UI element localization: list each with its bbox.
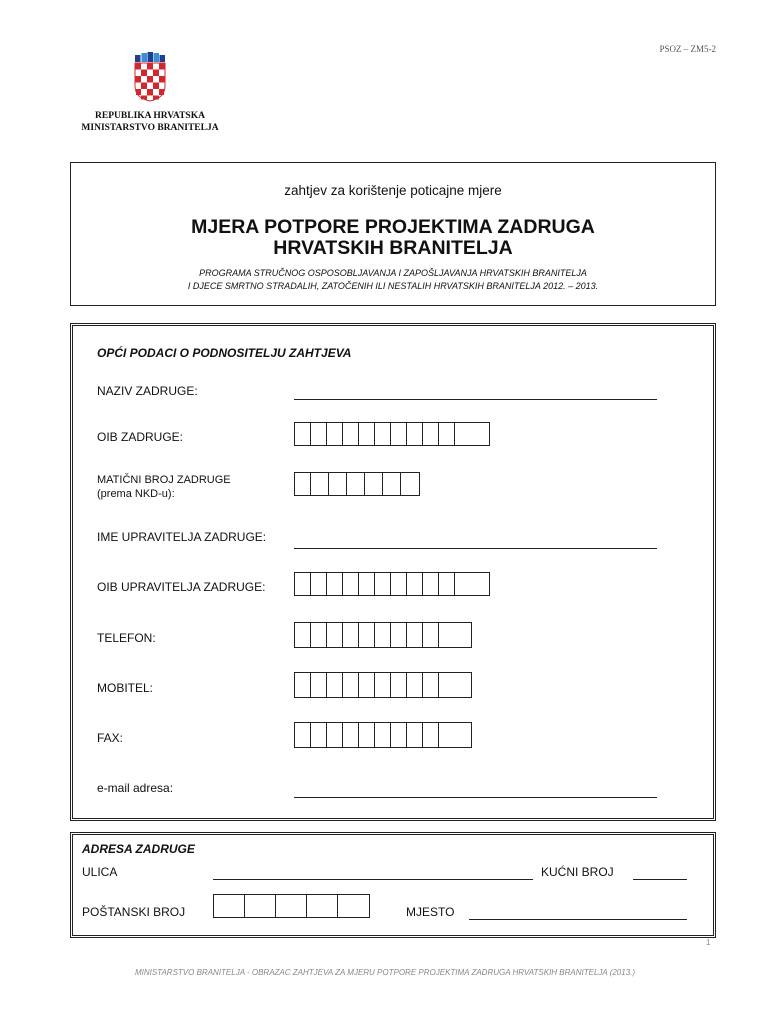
mobitel-label: MOBITEL: <box>97 681 154 695</box>
applicant-section-title: OPĆI PODACI O PODNOSITELJU ZAHTJEVA <box>97 346 352 360</box>
telefon-field[interactable] <box>294 622 472 648</box>
maticni-broj-field[interactable] <box>294 472 420 496</box>
mjesto-field[interactable] <box>469 919 687 920</box>
maticni-broj-label <box>97 473 231 501</box>
address-section-title: ADRESA ZADRUGE <box>82 842 195 856</box>
document-code: PSOZ – ZM5-2 <box>659 44 716 54</box>
email-label: e-mail adresa: <box>97 781 174 795</box>
oib-label: OIB ZADRUGE: <box>97 430 184 444</box>
programme-line2: I DJECE SMRTNO STRADALIH, ZATOČENIH ILI NESTALIH HRVATSKIH BRANITELJA 2012. – 2013. <box>187 281 599 291</box>
organization-block <box>60 110 240 134</box>
programme-text <box>71 267 715 293</box>
address-section <box>70 832 716 938</box>
oib-field[interactable] <box>294 422 490 446</box>
email-field[interactable] <box>294 797 657 798</box>
naziv-field[interactable] <box>294 399 657 400</box>
croatian-coat-of-arms-icon <box>134 52 166 102</box>
ulica-label: ULICA <box>82 865 118 879</box>
upravitelj-field[interactable] <box>294 548 657 549</box>
main-title <box>71 217 715 259</box>
oib-upravitelj-field[interactable] <box>294 572 490 596</box>
ulica-field[interactable] <box>213 879 533 880</box>
mjesto-label: MJESTO <box>406 905 455 919</box>
fax-field[interactable] <box>294 722 472 748</box>
kucni-broj-field[interactable] <box>633 879 687 880</box>
maticni-broj-label-line2: (prema NKD-u): <box>97 488 175 500</box>
mobitel-field[interactable] <box>294 672 472 698</box>
naziv-label: NAZIV ZADRUGE: <box>97 384 198 398</box>
page-number: 1 <box>706 938 711 947</box>
telefon-label: TELEFON: <box>97 631 156 645</box>
oib-upravitelj-label: OIB UPRAVITELJA ZADRUGE: <box>97 580 266 594</box>
form-type: zahtjev za korištenje poticajne mjere <box>284 183 502 198</box>
programme-line1: PROGRAMA STRUČNOG OSPOSOBLJAVANJA I ZAPOŠLJAVANJA HRVATSKIH BRANITELJA <box>199 268 587 278</box>
kucni-broj-label: KUĆNI BROJ <box>541 865 614 879</box>
postanski-broj-field[interactable] <box>213 894 370 918</box>
main-title-line2: HRVATSKIH BRANITELJA <box>273 237 513 259</box>
org-ministry: MINISTARSTVO BRANITELJA <box>81 123 219 133</box>
upravitelj-label: IME UPRAVITELJA ZADRUGE: <box>97 530 267 544</box>
title-box <box>70 162 716 306</box>
maticni-broj-label-line1: MATIČNI BROJ ZADRUGE <box>97 474 231 486</box>
main-title-line1: MJERA POTPORE PROJEKTIMA ZADRUGA <box>191 216 595 238</box>
fax-label: FAX: <box>97 731 124 745</box>
footer-text: MINISTARSTVO BRANITELJA - OBRAZAC ZAHTJEVA ZA MJERU POTPORE PROJEKTIMA ZADRUGA HRVATSKIH BRANITELJA (2013.) <box>134 968 636 977</box>
postanski-broj-label: POŠTANSKI BROJ <box>82 905 186 919</box>
applicant-section <box>70 323 716 821</box>
org-republic: REPUBLIKA HRVATSKA <box>95 111 205 121</box>
